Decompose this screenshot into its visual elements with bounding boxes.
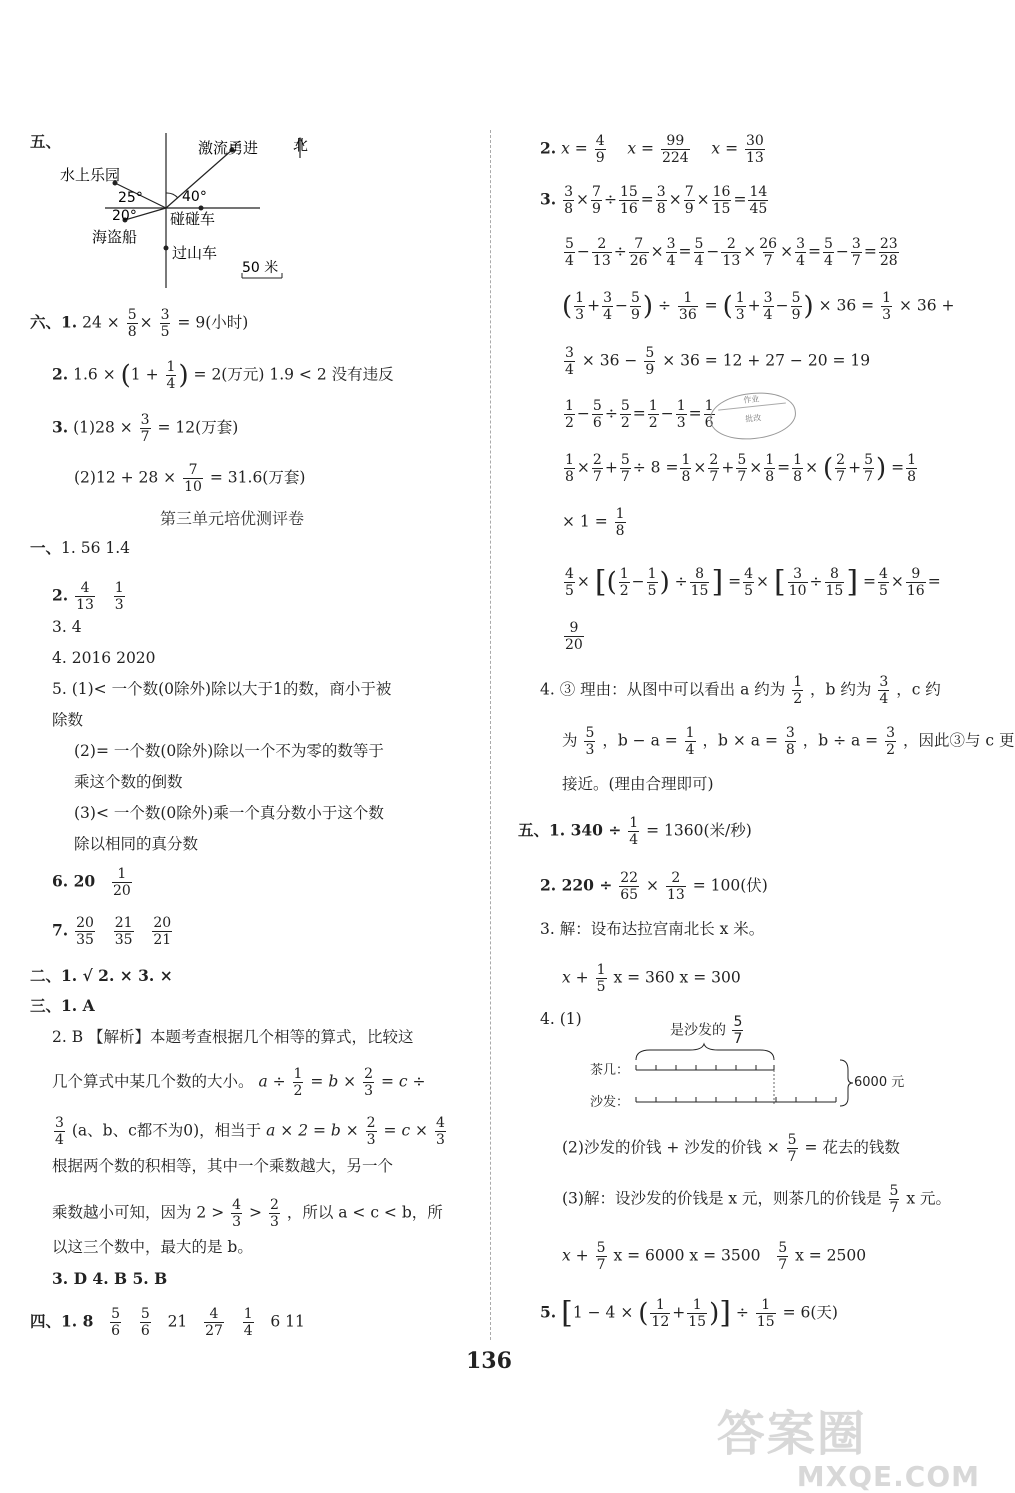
scale-label: 50 米 [242,260,279,276]
fraction: $\frac{3}{10}$ [788,566,807,600]
fraction: $\frac{1}{3}$ [882,290,892,324]
fraction: $\frac{1}{2}$ [793,674,803,708]
text: ，b − a = [602,731,678,750]
fraction: $\frac{5}{7}$ [620,452,630,486]
fraction: $\frac{1}{5}$ [647,566,657,600]
r-q4-c: 接近。(理由合理即可) [562,775,714,793]
fraction: $\frac{1}{3}$ [676,398,686,432]
angle-20-label: 20° [112,208,137,224]
op: − [835,242,849,261]
r-s5-q5: 5. [1 − 4 × ( $\frac{1}{12}$ + $\frac{1}{15}$ )] ÷ $\frac{1}{15}$ = 6(天) [540,1295,838,1331]
r-s5-q3: 3. 解：设布达拉宫南北长 x 米。 [540,920,765,938]
r-q3-line2 [562,236,901,269]
q1-5c-cont: 除以相同的真分数 [74,835,199,853]
expr: × 36 + [898,296,955,315]
fraction: $\frac{5}{6}$ [111,1306,121,1340]
r-s5-q3-eq [562,962,741,995]
q-num: 5. [540,1302,557,1322]
q-num: 7. [52,920,69,940]
fraction: $\frac{2}{13}$ [666,870,685,904]
fraction: $\frac{1}{12}$ [651,1297,670,1331]
roller-coaster-label: 过山车 [172,244,218,262]
q1-1 [30,540,130,557]
fraction: $\frac{16}{15}$ [712,184,731,218]
q1-5a-cont: 除数 [52,711,84,729]
r-q3-line3: ( $\frac{1}{3}$ + $\frac{3}{4}$ − $\frac{5}{9}$ ) ÷ $\frac{1}{36}$ = ( $\frac{1}{3}$ + $\frac{3}{4}$ − $\frac{5}{9}$ ) × 36 = $\frac{1}{3}$ × 36 + [562,290,955,324]
text: = 花去的钱数 [804,1138,900,1157]
fraction: $\frac{22}{65}$ [620,870,639,904]
answer: 1. 56 1.4 [61,539,131,557]
fraction: $\frac{1}{4}$ [685,725,695,759]
q3-1: 三、1. A [30,996,95,1015]
fraction: $\frac{14}{45}$ [749,184,768,218]
q3-3: 3. D 4. B 5. B [52,1269,168,1288]
segment-diagram [590,1010,920,1120]
r-s5-q1 [518,815,752,848]
expr: (2)12 + 28 × [74,468,177,487]
fraction: $\frac{5}{6}$ [140,1306,150,1340]
row-label-sofa: 沙发： [590,1095,630,1110]
fraction: $\frac{15}{16}$ [619,184,638,218]
text: 乘数越小可知，因为 2 > [52,1203,225,1222]
fraction: $\frac{7}{10}$ [184,462,202,496]
result: = 6(天) [782,1303,838,1322]
fraction: $\frac{3}{5}$ [160,307,170,341]
fraction: $\frac{1}{6}$ [704,398,714,432]
expr: x = [627,139,655,158]
fraction: $\frac{3}{7}$ [851,236,861,270]
op: = [733,190,747,209]
fraction: $\frac{20}{21}$ [153,915,172,949]
expr: × 36 = 12 + 27 − 20 = 19 [662,351,871,370]
op: ÷ [613,242,627,261]
op: − [706,242,720,261]
expr: x + [562,968,589,987]
bumper-car-label: 碰碰车 [170,210,216,228]
q1-4: 4. 2016 2020 [52,649,156,667]
result: = 31.6(万套) [209,468,306,487]
fraction: $\frac{4}{5}$ [744,566,754,600]
fraction: $\frac{2}{3}$ [364,1066,374,1100]
op: − [576,242,590,261]
answer: 21 [167,1312,188,1331]
fraction: $\frac{3}{4}$ [666,236,676,270]
fraction: $\frac{7}{9}$ [592,184,601,218]
op: × [696,190,710,209]
fraction: $\frac{1}{3}$ [575,290,585,324]
expr: 1 + [130,365,159,384]
fraction: $\frac{5}{8}$ [127,307,137,341]
text: ，因此③与 c 更 [902,731,1015,750]
fraction: $\frac{99}{224}$ [661,133,689,167]
stamp-text: 批改 [744,413,762,424]
text: 为 [562,731,578,750]
q-num: 3. [540,189,557,209]
text: x 元。 [906,1189,952,1208]
q3-2f: 以这三个数中，最大的是 b。 [52,1238,253,1256]
r-s5-q2 [540,870,768,903]
expr: > [249,1203,263,1222]
fraction: $\frac{5}{2}$ [620,398,630,432]
q3-2d: 根据两个数的积相等，其中一个乘数越大，另一个 [52,1157,394,1175]
page-number: 136 [466,1348,512,1374]
section-6-label: 六、 [30,312,62,332]
watermark [717,1395,980,1493]
fraction: $\frac{3}{8}$ [656,184,666,218]
expr: × 1 = [562,512,608,531]
result: x = 360 x = 300 [613,968,741,987]
watermark-logo-text: 答案圈 [716,1406,867,1462]
text: (2)沙发的价钱 + 沙发的价钱 × [562,1138,780,1157]
r-q3-line5: $\frac{1}{2}$ − $\frac{5}{6}$ ÷ $\frac{5}{2}$ = $\frac{1}{2}$ − $\frac{1}{3}$ = $\frac{1}{6}$ [565,398,714,432]
fraction: $\frac{8}{15}$ [825,566,844,600]
north-label: 北 [293,136,309,154]
fraction: $\frac{5}{4}$ [824,236,833,270]
fraction: $\frac{2}{13}$ [592,236,611,270]
q1-5a: 5. (1)< 一个数(0除外)除以大于1的数，商小于被 [52,680,392,698]
direction-map-diagram [60,128,320,293]
expr: 1 − 4 × [572,1303,634,1322]
fraction: $\frac{4}{9}$ [595,133,605,167]
fraction: $\frac{8}{15}$ [690,566,709,600]
section-title: 第三单元培优测评卷 [160,509,305,528]
r-q3-line6: $\frac{1}{8}$ × $\frac{2}{7}$ + $\frac{5}{7}$ ÷ 8 = $\frac{1}{8}$ × $\frac{2}{7}$ + $\frac{5}{7}$ × $\frac{1}{8}$ = $\frac{1}{8}$ × ( $\frac{2}{7}$ + $\frac{5}{7}$ ) = $\frac{1}{8}$ [565,452,916,486]
fraction: $\frac{1}{4}$ [243,1306,253,1340]
s6-q2: 2. 1.6 × (1 + $\frac{1}{4}$ ) = 2(万元) 1.9 < 2 没有违反 [52,359,394,393]
result: = 12(万套) [157,418,239,437]
fraction: $\frac{1}{8}$ [907,452,916,486]
op: × [780,242,794,261]
fraction: $\frac{3}{4}$ [763,290,773,324]
text: ，所以 a < c < b，所 [286,1203,443,1222]
q1-5b-cont: 乘这个数的倒数 [74,773,183,791]
text: 几个算式中某几个数的大小。 [52,1072,254,1091]
text: ，b 约为 [810,680,872,699]
q1-3: 3. 4 [52,618,82,636]
fraction: $\frac{1}{4}$ [166,359,176,393]
q-num: 2. [52,585,69,605]
op: × [576,190,590,209]
fraction: $\frac{1}{2}$ [293,1066,303,1100]
op: = [678,242,692,261]
fraction: $\frac{2}{3}$ [269,1197,279,1231]
total-amount-label: 6000 元 [854,1075,905,1090]
fraction: $\frac{5}{7}$ [889,1183,899,1217]
r-q4-a [540,674,941,707]
q3-2e [52,1197,443,1230]
fraction: $\frac{5}{3}$ [585,725,595,759]
fraction: $\frac{1}{8}$ [681,452,691,486]
angle-25-label: 25° [118,190,143,206]
fraction: $\frac{1}{8}$ [765,452,775,486]
pirate-ship-label: 海盗船 [92,228,138,246]
fraction: $\frac{9}{16}$ [906,566,925,600]
text: (a、b、c都不为0)，相当于 [71,1121,262,1140]
text: (3)解：设沙发的价钱是 x 元，则茶几的价钱是 [562,1189,882,1208]
s6-q3 [52,412,238,445]
fraction: $\frac{2}{13}$ [722,236,741,270]
angle-arc-40 [166,193,178,198]
r-s5-q4-3 [562,1183,951,1216]
section-5-label: 五、 [30,132,62,151]
fraction: $\frac{1}{2}$ [648,398,658,432]
expr: × 36 = [818,296,875,315]
q3-2c [52,1115,448,1148]
fraction: $\frac{5}{6}$ [592,398,602,432]
expr: a ÷ [258,1072,286,1091]
fraction: $\frac{5}{9}$ [645,345,655,379]
q1-7 [52,915,174,948]
fraction: $\frac{4}{27}$ [205,1306,223,1340]
fraction: $\frac{1}{15}$ [688,1297,707,1331]
q1-5c: (3)< 一个数(0除外)乘一个真分数小于这个数 [74,804,384,822]
op: = [808,242,821,261]
fraction: $\frac{1}{2}$ [619,566,629,600]
expr: × 36 − [581,351,638,370]
q2: 二、1. √ 2. × 3. × [30,966,173,985]
fraction: $\frac{1}{15}$ [756,1297,775,1331]
rafting-label: 激流勇进 [198,139,259,157]
text: ，b ÷ a = [802,731,879,750]
r-s5-q4-2 [562,1132,900,1165]
stamp-text: 作业 [742,394,760,405]
fraction: $\frac{1}{3}$ [114,580,124,614]
s6-q3-part2 [74,462,305,495]
q3-2a: 2. B 【解析】本题考查根据几个相等的算式，比较这 [52,1028,414,1046]
q1-6 [52,866,134,899]
fraction: $\frac{5}{9}$ [631,290,640,324]
r-s5-q4-eq [562,1240,866,1273]
answer: 6. 20 [52,871,96,891]
fraction: $\frac{3}{4}$ [796,236,805,270]
fraction: $\frac{2}{7}$ [836,452,846,486]
q-num: 2. [540,138,557,158]
fraction: $\frac{1}{3}$ [735,290,745,324]
fraction: $\frac{1}{2}$ [565,398,574,432]
fraction: $\frac{5}{7}$ [778,1240,788,1274]
op: ÷ [735,1303,749,1322]
section-1-label: 一、 [30,538,62,557]
fraction: $\frac{2}{7}$ [709,452,719,486]
r-q3-line7 [562,506,628,539]
r-q3-line8: $\frac{4}{5}$ × [( $\frac{1}{2}$ − $\frac{1}{5}$ ) ÷ $\frac{8}{15}$ ] = $\frac{4}{5}$ × [ $\frac{3}{10}$ ÷ $\frac{8}{15}$ ] = $\frac{4}{5}$ × $\frac{9}{16}$ = [565,564,941,600]
q1-2 [52,580,127,613]
fraction: $\frac{3}{4}$ [55,1115,64,1149]
fraction: $\frac{4}{3}$ [232,1197,242,1231]
fraction: $\frac{3}{4}$ [603,290,612,324]
fraction: $\frac{5}{7}$ [596,1240,606,1274]
op: ÷ [603,190,617,209]
fraction: $\frac{4}{13}$ [76,580,94,614]
fraction: $\frac{1}{8}$ [793,452,803,486]
s6-q1: 六、1. 24 × $\frac{5}{8}$ × $\frac{3}{5}$ = 9(小时) [30,307,249,341]
fraction: $\frac{5}{4}$ [694,236,704,270]
q-num: 2. [52,364,69,384]
expr: x = [561,139,588,158]
fraction: $\frac{4}{5}$ [565,566,574,600]
section-4-label: 四、1. 8 [30,1311,94,1331]
fraction: $\frac{1}{8}$ [615,506,625,540]
text: ，b × a = [702,731,778,750]
r-q3-line9 [562,620,586,653]
op: + [672,1303,686,1322]
column-divider [490,130,491,1340]
fraction: $\frac{3}{8}$ [564,184,574,218]
fraction: $\frac{3}{4}$ [565,345,574,379]
r-q3-line4 [562,345,870,378]
expr: a × 2 = b × [266,1121,359,1140]
expr: = c ÷ [380,1072,426,1091]
r-q3-line1 [540,184,770,217]
q-num: 3. [52,417,69,437]
fraction: $\frac{5}{7}$ [787,1132,797,1166]
homework-stamp [708,389,798,444]
fraction: $\frac{7}{26}$ [629,236,648,270]
fraction: $\frac{3}{7}$ [140,412,150,446]
q1-5b: (2)= 一个数(0除外)除以一个不为零的数等于 [74,742,384,760]
expr: (1)28 × [73,418,133,437]
fraction: $\frac{26}{7}$ [759,236,778,270]
fraction: $\frac{5}{7}$ [733,1014,743,1048]
fraction: $\frac{20}{35}$ [76,915,94,949]
q3-2b [52,1066,425,1099]
op: × [646,876,660,895]
fraction: $\frac{1}{36}$ [678,290,697,324]
fraction: $\frac{1}{20}$ [112,866,131,900]
r-s5-q4: 4. (1) [540,1010,582,1028]
op: × [650,242,664,261]
watermark-url: MXQE.COM [796,1460,980,1493]
expr: 五、1. 340 ÷ [518,820,622,840]
op: = [863,242,877,261]
coaster-point [164,246,169,251]
segment-lines [590,1010,920,1120]
result: = 9(小时) [177,313,249,332]
row-label-tea-table: 茶几： [590,1063,630,1078]
fraction: $\frac{4}{5}$ [878,566,888,600]
fraction: $\frac{7}{9}$ [684,184,694,218]
answer: 6 11 [270,1312,305,1331]
expr: 1.6 × [73,365,116,384]
expr: = c × [383,1121,429,1140]
text: 4. ③ 理由：从图中可以看出 a 约为 [540,680,786,699]
r-q2 [540,133,767,166]
q-num: 1. [61,312,78,332]
fraction: $\frac{5}{9}$ [791,290,801,324]
op: × [743,242,757,261]
fraction: $\frac{1}{4}$ [629,815,639,849]
result: = 100(伏) [692,876,768,895]
q4 [30,1306,305,1339]
text: 是沙发的 [670,1022,726,1039]
fraction: $\frac{9}{20}$ [565,620,583,654]
fraction: $\frac{21}{35}$ [114,915,133,949]
water-park-label: 水上乐园 [60,166,121,184]
fraction: $\frac{1}{8}$ [565,452,574,486]
fraction: $\frac{2}{3}$ [366,1115,376,1149]
expr: 24 × [82,313,120,332]
expr: 2. 220 ÷ [540,875,613,895]
fraction: $\frac{5}{7}$ [864,452,873,486]
fraction: $\frac{3}{4}$ [879,674,889,708]
fraction: $\frac{1}{5}$ [596,962,606,996]
fraction: $\frac{3}{8}$ [785,725,795,759]
fraction: $\frac{30}{13}$ [746,133,764,167]
expr: x + [562,1246,589,1265]
fraction: $\frac{4}{3}$ [435,1115,445,1149]
op: × [668,190,682,209]
fraction: $\frac{23}{28}$ [879,236,898,270]
result: = 1360(米/秒) [646,821,752,840]
r-q4-b [562,725,1015,758]
expr: x = [711,139,739,158]
expr: x = 2500 [795,1246,867,1265]
fraction: $\frac{2}{7}$ [592,452,602,486]
op: = [640,190,654,209]
expr: = b × [310,1072,357,1091]
angle-40-label: 40° [182,189,207,205]
text: ，c 约 [896,680,941,699]
expr: x = 6000 x = 3500 [613,1246,761,1265]
result: = 2(万元) 1.9 < 2 没有违反 [193,365,394,384]
fraction: $\frac{5}{4}$ [565,236,574,270]
fraction: $\frac{5}{7}$ [737,452,747,486]
fraction: $\frac{3}{2}$ [886,725,896,759]
